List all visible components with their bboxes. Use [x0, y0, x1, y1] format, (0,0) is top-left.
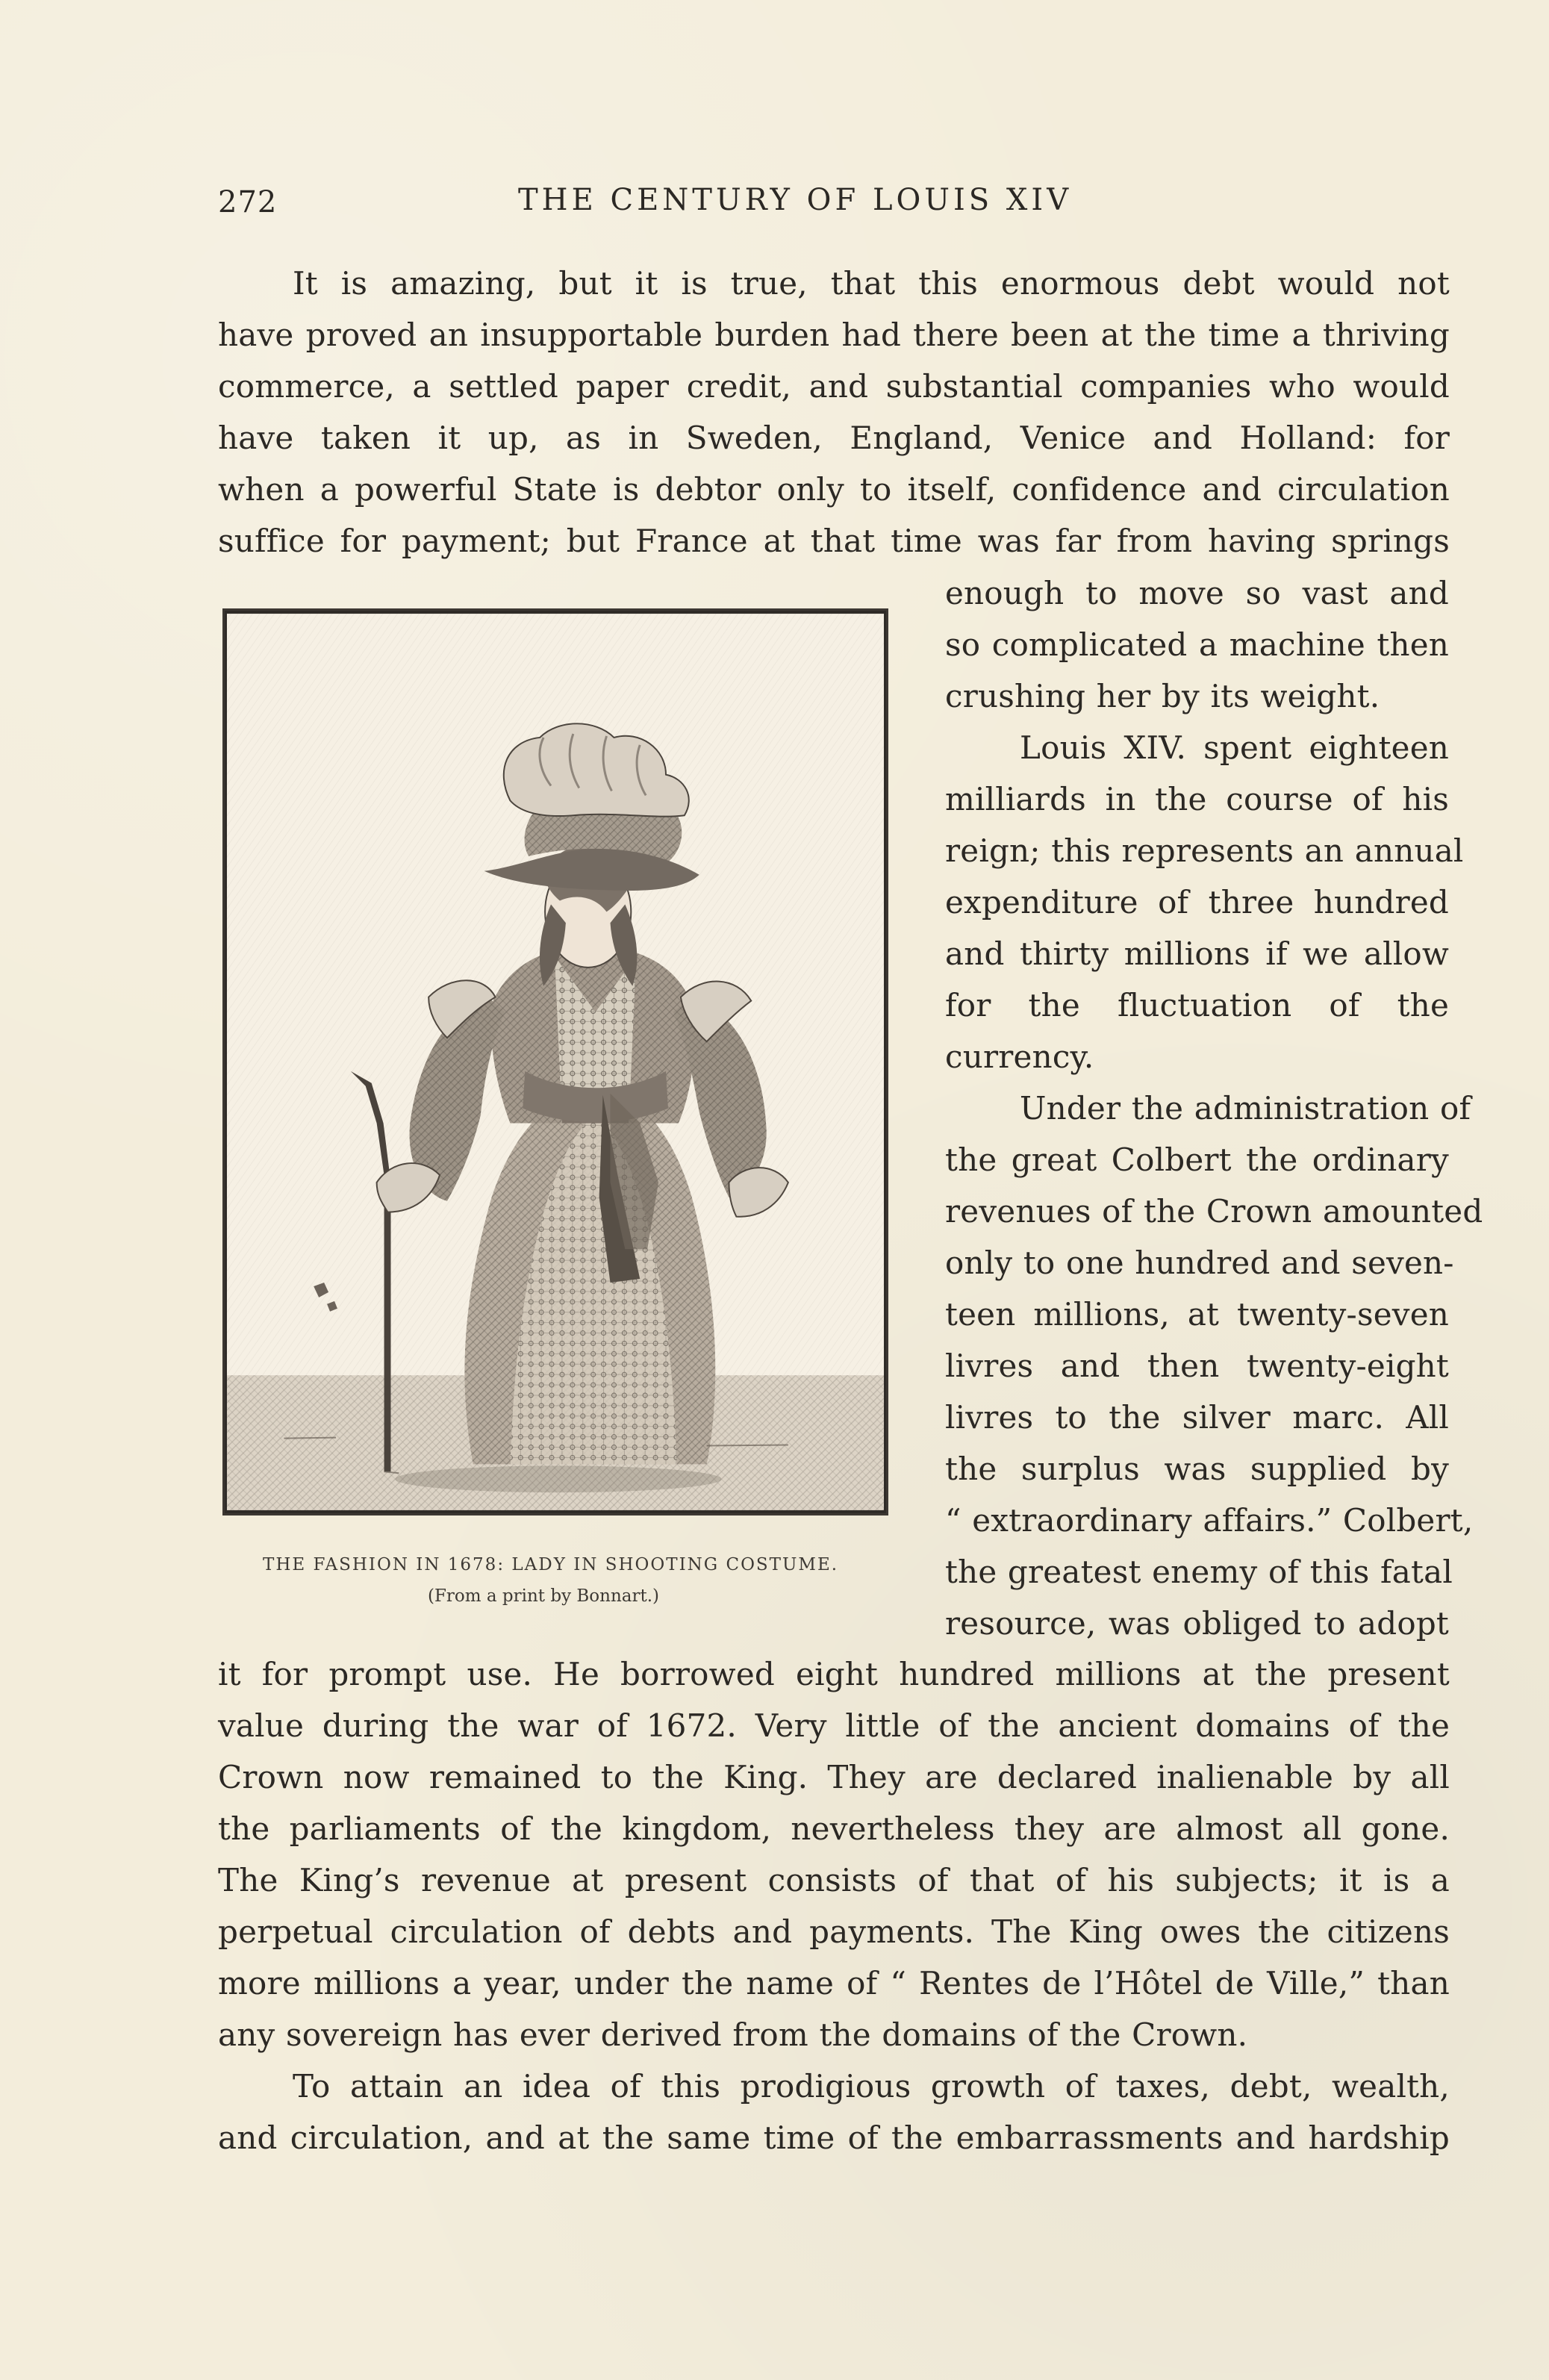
text-line: more millions a year, under the name of “ Rentes de l’Hôtel de Ville,” than: [218, 1965, 1450, 2001]
historical-costume-illustration: [222, 608, 888, 1515]
text-line: reign; this represents an annual: [945, 832, 1464, 869]
illustration-credit: (From a print by Bonnart.): [428, 1586, 659, 1606]
text-line: livres and then twenty-eight: [945, 1348, 1449, 1384]
text-line: and circulation, and at the same time of the embarrassments and hardship: [218, 2119, 1450, 2156]
text-line: enough to move so vast and: [945, 575, 1449, 611]
text-line: have taken it up, as in Sweden, England, Venice and Holland: for: [218, 420, 1450, 456]
text-line: livres to the silver marc. All: [945, 1399, 1449, 1436]
text-line: suffice for payment; but France at that time was far from having springs: [218, 523, 1450, 559]
text-line: revenues of the Crown amounted: [945, 1193, 1483, 1230]
text-line: any sovereign has ever derived from the domains of the Crown.: [218, 2016, 1248, 2053]
text-line: Crown now remained to the King. They are declared inalienable by all: [218, 1759, 1450, 1795]
text-line: and thirty millions if we allow: [945, 935, 1449, 972]
text-line: the greatest enemy of this fatal: [945, 1554, 1453, 1590]
text-line: commerce, a settled paper credit, and substantial companies who would: [218, 368, 1450, 405]
text-line: teen millions, at twenty-seven: [945, 1296, 1449, 1333]
text-line: have proved an insupportable burden had there been at the time a thriving: [218, 317, 1450, 353]
text-line: perpetual circulation of debts and payments. The King owes the citizens: [218, 1913, 1450, 1950]
page-number: 272: [218, 185, 278, 219]
right-column-text: [945, 567, 1483, 1649]
text-line: so complicated a machine then: [945, 626, 1449, 663]
engraving-image: [225, 611, 886, 1513]
text-line: Louis XIV. spent eighteen: [1020, 729, 1449, 766]
bottom-paragraphs: [218, 1648, 1450, 2164]
text-line: It is amazing, but it is true, that this enormous debt would not: [293, 265, 1450, 302]
text-line: “ extraordinary affairs.” Colbert,: [945, 1502, 1474, 1539]
text-line: currency.: [945, 1038, 1094, 1075]
text-line: To attain an idea of this prodigious growth of taxes, debt, wealth,: [293, 2068, 1450, 2105]
text-line: milliards in the course of his: [945, 781, 1449, 817]
illustration-caption: THE FASHION IN 1678: LADY IN SHOOTING COSTUME.: [263, 1555, 839, 1574]
text-line: the great Colbert the ordinary: [945, 1141, 1449, 1178]
text-line: The King’s revenue at present consists of that of his subjects; it is a: [218, 1862, 1450, 1898]
text-line: expenditure of three hundred: [945, 884, 1449, 920]
running-title: THE CENTURY OF LOUIS XIV: [518, 183, 1073, 217]
text-line: the parliaments of the kingdom, nevertheless they are almost all gone.: [218, 1810, 1450, 1847]
text-line: only to one hundred and seven-: [945, 1244, 1454, 1281]
text-line: it for prompt use. He borrowed eight hundred millions at the present: [218, 1656, 1450, 1692]
text-line: Under the administration of: [1020, 1090, 1471, 1127]
text-line: the surplus was supplied by: [945, 1451, 1449, 1487]
text-line: for the fluctuation of the: [945, 987, 1449, 1024]
text-line: when a powerful State is debtor only to itself, confidence and circulation: [218, 471, 1450, 508]
text-line: value during the war of 1672. Very little of the ancient domains of the: [218, 1707, 1450, 1744]
text-line: crushing her by its weight.: [945, 678, 1380, 714]
text-line: resource, was obliged to adopt: [945, 1605, 1449, 1642]
top-paragraph: [218, 258, 1450, 567]
